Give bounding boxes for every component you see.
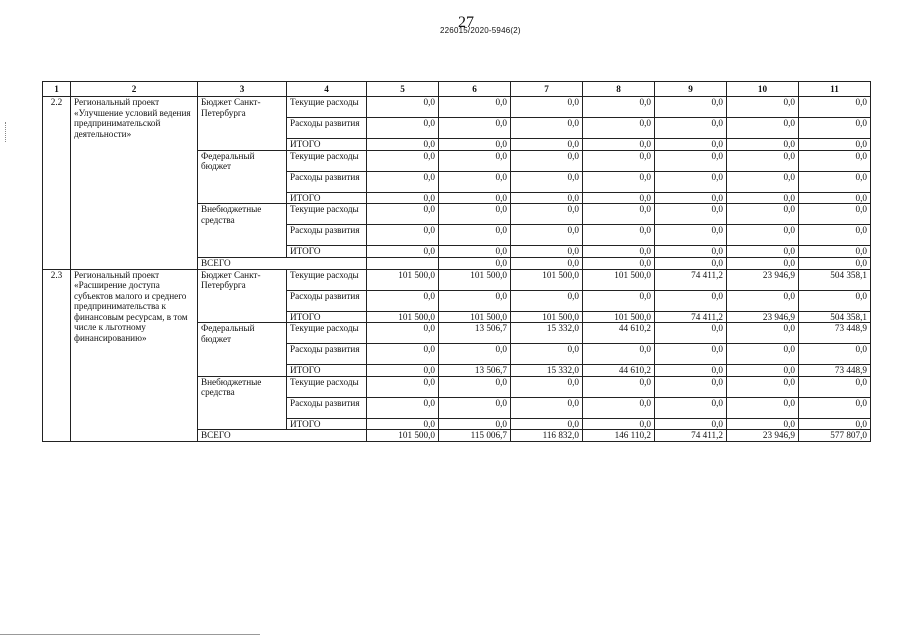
table-row <box>43 97 871 118</box>
value-cell: 0,0 <box>727 418 799 430</box>
value-cell: 0,0 <box>511 139 583 151</box>
expense-type: Текущие расходы <box>287 204 367 225</box>
column-header: 10 <box>727 82 799 97</box>
margin-mark <box>5 122 8 142</box>
value-cell: 0,0 <box>511 192 583 204</box>
value-cell: 0,0 <box>511 118 583 139</box>
value-cell: 0,0 <box>799 192 871 204</box>
value-cell: 0,0 <box>367 376 439 397</box>
value-cell: 0,0 <box>583 171 655 192</box>
value-cell: 0,0 <box>799 139 871 151</box>
value-cell: 101 500,0 <box>511 269 583 290</box>
value-cell: 101 500,0 <box>583 311 655 323</box>
total-cell: 0,0 <box>583 257 655 269</box>
value-cell: 0,0 <box>655 150 727 171</box>
funding-source: Внебюджетные средства <box>198 204 287 258</box>
value-cell: 13 506,7 <box>439 365 511 377</box>
value-cell: 0,0 <box>655 344 727 365</box>
column-header: 4 <box>287 82 367 97</box>
value-cell: 0,0 <box>583 418 655 430</box>
value-cell: 0,0 <box>367 323 439 344</box>
value-cell: 0,0 <box>655 225 727 246</box>
value-cell: 0,0 <box>439 397 511 418</box>
value-cell: 0,0 <box>727 204 799 225</box>
value-cell: 0,0 <box>655 171 727 192</box>
header-row <box>43 82 871 97</box>
column-header: 6 <box>439 82 511 97</box>
column-header: 1 <box>43 82 71 97</box>
value-cell: 0,0 <box>799 418 871 430</box>
expense-type: Расходы развития <box>287 290 367 311</box>
project-number: 2.3 <box>43 269 71 442</box>
value-cell: 0,0 <box>727 97 799 118</box>
expense-type: ИТОГО <box>287 311 367 323</box>
value-cell: 0,0 <box>367 118 439 139</box>
total-cell: 146 110,2 <box>583 430 655 442</box>
value-cell: 0,0 <box>439 139 511 151</box>
column-header: 11 <box>799 82 871 97</box>
value-cell: 0,0 <box>439 97 511 118</box>
value-cell: 0,0 <box>583 139 655 151</box>
value-cell: 0,0 <box>655 246 727 258</box>
table-row <box>43 269 871 290</box>
total-cell: 0,0 <box>655 257 727 269</box>
value-cell: 0,0 <box>367 204 439 225</box>
value-cell: 0,0 <box>727 344 799 365</box>
total-cell: 116 832,0 <box>511 430 583 442</box>
expense-type: Расходы развития <box>287 225 367 246</box>
value-cell: 0,0 <box>511 344 583 365</box>
expense-type: Расходы развития <box>287 397 367 418</box>
total-cell: 0,0 <box>799 257 871 269</box>
value-cell: 0,0 <box>727 290 799 311</box>
value-cell: 101 500,0 <box>439 311 511 323</box>
funding-source: Бюджет Санкт-Петербурга <box>198 269 287 323</box>
column-header: 2 <box>71 82 198 97</box>
expense-type: Текущие расходы <box>287 97 367 118</box>
value-cell: 0,0 <box>439 171 511 192</box>
total-cell: 0,0 <box>727 257 799 269</box>
value-cell: 0,0 <box>655 365 727 377</box>
value-cell: 73 448,9 <box>799 365 871 377</box>
value-cell: 0,0 <box>439 150 511 171</box>
value-cell: 0,0 <box>799 204 871 225</box>
expense-type: Текущие расходы <box>287 376 367 397</box>
project-name: Региональный проект «Улучшение условий ведения предпринимательской деятельности» <box>71 97 198 270</box>
value-cell: 0,0 <box>727 376 799 397</box>
value-cell: 0,0 <box>727 246 799 258</box>
value-cell: 0,0 <box>727 397 799 418</box>
expense-type: ИТОГО <box>287 139 367 151</box>
value-cell: 0,0 <box>511 97 583 118</box>
value-cell: 0,0 <box>799 171 871 192</box>
funding-source: Бюджет Санкт-Петербурга <box>198 97 287 151</box>
value-cell: 13 506,7 <box>439 323 511 344</box>
value-cell: 0,0 <box>655 418 727 430</box>
value-cell: 0,0 <box>655 139 727 151</box>
value-cell: 0,0 <box>367 397 439 418</box>
expense-type: Расходы развития <box>287 344 367 365</box>
value-cell: 0,0 <box>439 118 511 139</box>
value-cell: 0,0 <box>655 397 727 418</box>
value-cell: 0,0 <box>511 246 583 258</box>
value-cell: 0,0 <box>655 323 727 344</box>
value-cell: 0,0 <box>799 246 871 258</box>
total-cell: 0,0 <box>439 257 511 269</box>
expense-type: ИТОГО <box>287 246 367 258</box>
value-cell: 0,0 <box>727 225 799 246</box>
funding-source: Внебюджетные средства <box>198 376 287 430</box>
value-cell: 0,0 <box>655 97 727 118</box>
value-cell: 0,0 <box>511 397 583 418</box>
value-cell: 0,0 <box>583 192 655 204</box>
value-cell: 0,0 <box>511 290 583 311</box>
value-cell: 101 500,0 <box>367 311 439 323</box>
value-cell: 0,0 <box>655 290 727 311</box>
value-cell: 0,0 <box>583 150 655 171</box>
value-cell: 0,0 <box>727 150 799 171</box>
value-cell: 0,0 <box>799 150 871 171</box>
value-cell: 0,0 <box>655 118 727 139</box>
expense-type: ИТОГО <box>287 192 367 204</box>
total-label: ВСЕГО <box>198 257 367 269</box>
total-cell: 23 946,9 <box>727 430 799 442</box>
value-cell: 0,0 <box>655 204 727 225</box>
value-cell: 0,0 <box>511 150 583 171</box>
value-cell: 44 610,2 <box>583 323 655 344</box>
value-cell: 0,0 <box>367 97 439 118</box>
value-cell: 73 448,9 <box>799 323 871 344</box>
column-header: 9 <box>655 82 727 97</box>
project-name: Региональный проект «Расширение доступа субъектов малого и среднего предпринимательства к финансовым ресурсам, в том числе к льготному финансированию» <box>71 269 198 442</box>
value-cell: 0,0 <box>439 418 511 430</box>
value-cell: 0,0 <box>799 290 871 311</box>
value-cell: 0,0 <box>511 418 583 430</box>
value-cell: 101 500,0 <box>583 269 655 290</box>
value-cell: 0,0 <box>367 344 439 365</box>
value-cell: 0,0 <box>799 344 871 365</box>
value-cell: 0,0 <box>727 139 799 151</box>
value-cell: 0,0 <box>511 376 583 397</box>
value-cell: 0,0 <box>583 376 655 397</box>
value-cell: 23 946,9 <box>727 269 799 290</box>
value-cell: 0,0 <box>439 246 511 258</box>
value-cell: 0,0 <box>583 344 655 365</box>
value-cell: 0,0 <box>367 225 439 246</box>
value-cell: 74 411,2 <box>655 311 727 323</box>
value-cell: 0,0 <box>583 290 655 311</box>
funding-source: Федеральный бюджет <box>198 150 287 204</box>
value-cell: 0,0 <box>367 171 439 192</box>
total-cell: 101 500,0 <box>367 430 439 442</box>
total-label: ВСЕГО <box>198 430 367 442</box>
expense-type: ИТОГО <box>287 418 367 430</box>
value-cell: 15 332,0 <box>511 323 583 344</box>
value-cell: 0,0 <box>583 204 655 225</box>
value-cell: 0,0 <box>799 397 871 418</box>
value-cell: 0,0 <box>799 97 871 118</box>
value-cell: 0,0 <box>727 118 799 139</box>
value-cell: 15 332,0 <box>511 365 583 377</box>
value-cell: 101 500,0 <box>367 269 439 290</box>
value-cell: 0,0 <box>367 246 439 258</box>
column-header: 8 <box>583 82 655 97</box>
total-cell: 0,0 <box>511 257 583 269</box>
value-cell: 0,0 <box>799 376 871 397</box>
value-cell: 74 411,2 <box>655 269 727 290</box>
value-cell: 504 358,1 <box>799 269 871 290</box>
value-cell: 0,0 <box>727 192 799 204</box>
expense-type: Текущие расходы <box>287 323 367 344</box>
expense-type: Текущие расходы <box>287 150 367 171</box>
page-number: 27 <box>458 14 474 31</box>
value-cell: 101 500,0 <box>439 269 511 290</box>
value-cell: 0,0 <box>439 376 511 397</box>
value-cell: 0,0 <box>439 290 511 311</box>
value-cell: 0,0 <box>799 118 871 139</box>
value-cell: 44 610,2 <box>583 365 655 377</box>
scan-edge-line <box>0 634 260 635</box>
value-cell: 0,0 <box>511 171 583 192</box>
value-cell: 0,0 <box>439 192 511 204</box>
value-cell: 0,0 <box>727 365 799 377</box>
expense-type: Расходы развития <box>287 118 367 139</box>
value-cell: 0,0 <box>511 225 583 246</box>
value-cell: 0,0 <box>583 225 655 246</box>
value-cell: 0,0 <box>727 171 799 192</box>
value-cell: 0,0 <box>583 118 655 139</box>
budget-table <box>42 81 871 442</box>
total-cell: 577 807,0 <box>799 430 871 442</box>
value-cell: 0,0 <box>655 376 727 397</box>
expense-type: ИТОГО <box>287 365 367 377</box>
column-header: 5 <box>367 82 439 97</box>
funding-source: Федеральный бюджет <box>198 323 287 377</box>
document-id: 226015/2020-5946(2) <box>440 26 521 35</box>
value-cell: 0,0 <box>583 97 655 118</box>
value-cell: 0,0 <box>367 290 439 311</box>
value-cell: 0,0 <box>655 192 727 204</box>
value-cell: 0,0 <box>367 150 439 171</box>
value-cell: 101 500,0 <box>511 311 583 323</box>
expense-type: Расходы развития <box>287 171 367 192</box>
expense-type: Текущие расходы <box>287 269 367 290</box>
value-cell: 0,0 <box>727 323 799 344</box>
value-cell: 0,0 <box>367 139 439 151</box>
value-cell: 0,0 <box>799 225 871 246</box>
total-cell <box>367 257 439 269</box>
value-cell: 504 358,1 <box>799 311 871 323</box>
value-cell: 0,0 <box>439 225 511 246</box>
column-header: 3 <box>198 82 287 97</box>
value-cell: 0,0 <box>367 192 439 204</box>
total-cell: 74 411,2 <box>655 430 727 442</box>
total-cell: 115 006,7 <box>439 430 511 442</box>
value-cell: 0,0 <box>511 204 583 225</box>
value-cell: 0,0 <box>583 246 655 258</box>
value-cell: 0,0 <box>367 418 439 430</box>
value-cell: 0,0 <box>583 397 655 418</box>
project-number: 2.2 <box>43 97 71 270</box>
column-header: 7 <box>511 82 583 97</box>
value-cell: 0,0 <box>439 204 511 225</box>
value-cell: 23 946,9 <box>727 311 799 323</box>
value-cell: 0,0 <box>367 365 439 377</box>
value-cell: 0,0 <box>439 344 511 365</box>
